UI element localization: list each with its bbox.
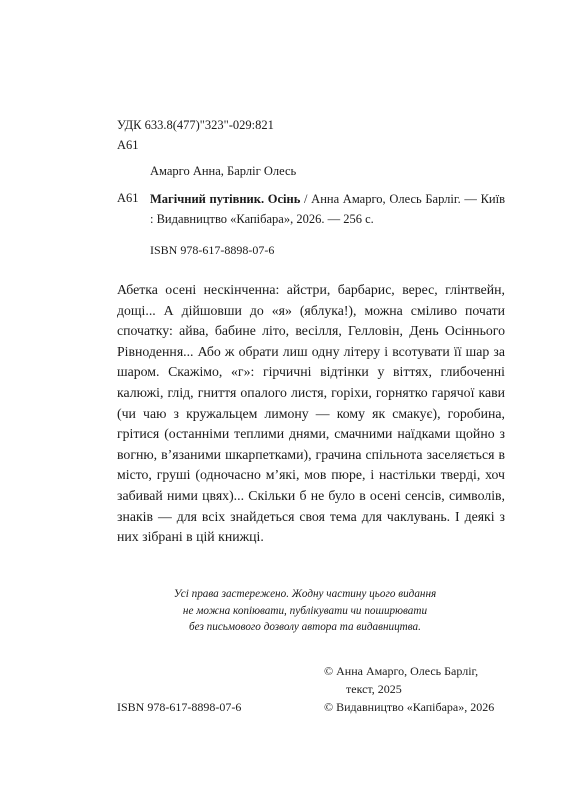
copyright-text-line-1: © Анна Амарго, Олесь Барліг,: [324, 664, 479, 678]
catalog-isbn: ISBN 978-617-8898-07-6: [150, 243, 275, 257]
copyright-publisher: © Видавництво «Капібара», 2026: [324, 700, 495, 714]
rights-line-2: не можна копіювати, публікувати чи поширювати: [182, 604, 428, 617]
author-index: А61: [117, 138, 139, 152]
catalog-responsibility: / Анна Амарго, Олесь Барліг. — Київ : Видавництво «Капібара», 2026. — 256 с.: [150, 192, 505, 226]
catalog-code: А61: [117, 191, 139, 205]
copyright-block: [324, 662, 494, 716]
rights-line-3: без письмового дозволу автора та видавництва.: [189, 621, 421, 633]
catalog-record: [150, 189, 505, 229]
footer-isbn: ISBN 978-617-8898-07-6: [117, 700, 242, 714]
copyright-text-line-2: текст, 2025: [346, 682, 402, 696]
rights-notice: [135, 586, 475, 636]
book-annotation: Абетка осені нескінченна: айстри, барбарис, верес, глінтвейн, дощі... А дійшовши до «я» (яблука!), можна сміливо почати спочатку: айва, бабине літо, весілля, Гелловін, День Осіннього Рівнодення... Або ж обрати лиш одну літеру і всотувати її шар за шаром. Скажімо, «г»: гірчичні відтінки у віттях, глибоченні калюжі, глід, гниття опалого листя, горіхи, горнятко гарячої кави (чи чаю з кружальцем лимону — кому як смакує), горобина, грітися (останніми теплими днями, смачними наїдками щойно з вогню, в’язаними шкарпетками), грачина спільнота заселяється в місто, груші (одночасно м’які, мов пюре, і настільки тверді, хоч забивай ними цвях)... Скільки б не було в осені сенсів, символів, знаків — для всіх знайдеться своя тема для чаклувань. І деякі з них зібрані в цій книжці.: [117, 282, 505, 545]
rights-line-1: Усі права застережено. Жодну частину цього видання: [173, 588, 437, 600]
catalog-authors-heading: Амарго Анна, Барліг Олесь: [150, 164, 297, 178]
udk-code: УДК 633.8(477)"323"-029:821: [117, 118, 274, 132]
book-title: Магічний путівник. Осінь: [150, 192, 301, 206]
